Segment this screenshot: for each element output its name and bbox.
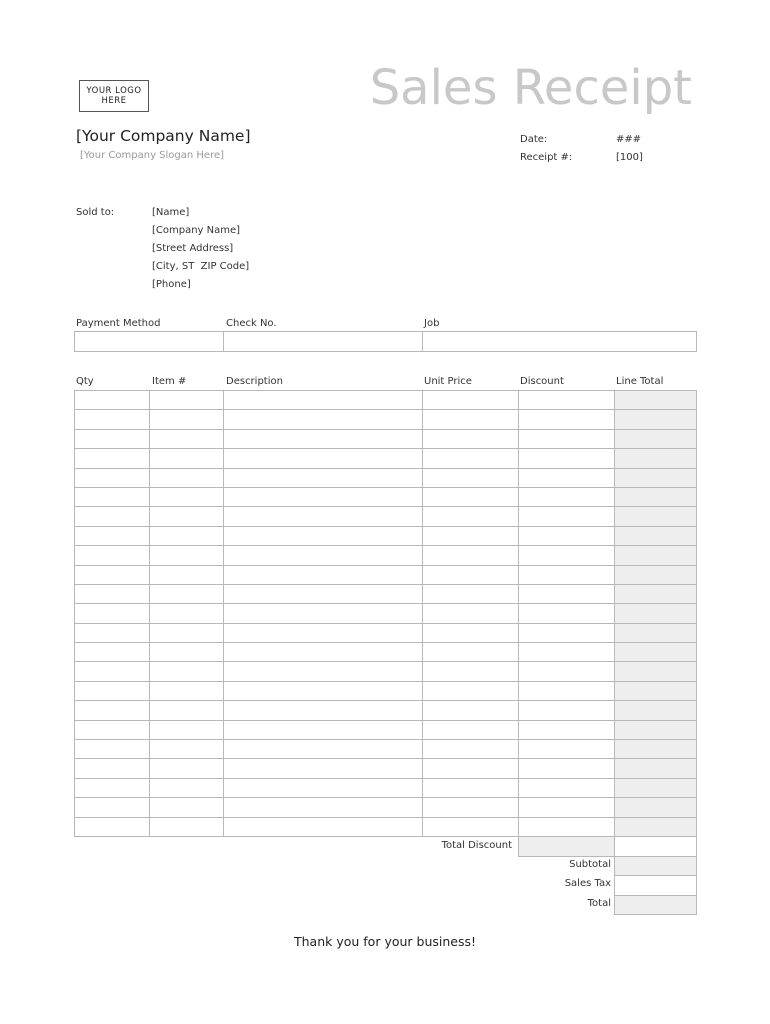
logo-text: YOUR LOGO HERE (86, 86, 142, 106)
qty-cell[interactable] (75, 546, 150, 565)
unit-price-cell[interactable] (423, 701, 519, 720)
discount-cell[interactable] (519, 720, 615, 739)
qty-cell[interactable] (75, 604, 150, 623)
item-number-cell[interactable] (150, 798, 224, 817)
sales-tax-label: Sales Tax (564, 878, 611, 889)
line-total-cell[interactable] (615, 507, 697, 526)
qty-cell[interactable] (75, 778, 150, 797)
table-row (519, 895, 697, 915)
line-total-cell[interactable] (615, 662, 697, 681)
company-name: [Your Company Name] (76, 127, 251, 145)
description-cell[interactable] (224, 410, 423, 429)
description-cell[interactable] (224, 584, 423, 603)
table-row (75, 778, 697, 797)
description-cell[interactable] (224, 429, 423, 448)
description-cell[interactable] (224, 701, 423, 720)
table-row (519, 856, 697, 876)
payment-table (74, 331, 697, 352)
discount-cell[interactable] (519, 643, 615, 662)
thank-you-message: Thank you for your business! (293, 934, 477, 949)
document-title: Sales Receipt (369, 60, 692, 116)
description-cell[interactable] (224, 740, 423, 759)
sales-tax-cell[interactable] (615, 876, 697, 896)
table-row (75, 604, 697, 623)
discount-cell[interactable] (519, 798, 615, 817)
item-number-cell[interactable] (150, 565, 224, 584)
qty-cell[interactable] (75, 429, 150, 448)
description-cell[interactable] (224, 798, 423, 817)
qty-cell[interactable] (75, 720, 150, 739)
payment-method-cell[interactable] (75, 332, 224, 352)
description-cell[interactable] (224, 449, 423, 468)
unit-price-cell[interactable] (423, 798, 519, 817)
line-total-cell[interactable] (615, 681, 697, 700)
discount-cell[interactable] (519, 604, 615, 623)
unit-price-cell[interactable] (423, 623, 519, 642)
qty-cell[interactable] (75, 759, 150, 778)
table-row (75, 429, 697, 448)
description-cell[interactable] (224, 817, 423, 836)
discount-cell[interactable] (519, 487, 615, 506)
description-cell[interactable] (224, 526, 423, 545)
total-discount-label: Total Discount (441, 840, 512, 851)
qty-cell[interactable] (75, 817, 150, 836)
qty-cell[interactable] (75, 584, 150, 603)
table-row (75, 817, 697, 836)
unit-price-cell[interactable] (423, 391, 519, 410)
line-total-cell[interactable] (615, 487, 697, 506)
discount-cell[interactable] (519, 759, 615, 778)
unit-price-cell[interactable] (423, 740, 519, 759)
table-row (75, 332, 697, 352)
unit-price-cell[interactable] (423, 720, 519, 739)
qty-cell[interactable] (75, 565, 150, 584)
sold-to-label: Sold to: (76, 207, 115, 218)
description-cell[interactable] (224, 487, 423, 506)
line-total-cell[interactable] (615, 623, 697, 642)
payment-method-header: Payment Method (76, 318, 161, 329)
table-row (519, 837, 697, 857)
item-number-cell[interactable] (150, 623, 224, 642)
qty-cell[interactable] (75, 798, 150, 817)
total-spacer (519, 895, 615, 915)
item-number-cell[interactable] (150, 507, 224, 526)
discount-cell[interactable] (519, 565, 615, 584)
subtotal-cell[interactable] (615, 856, 697, 876)
line-total-cell[interactable] (615, 759, 697, 778)
line-total-cell[interactable] (615, 604, 697, 623)
line-total-header: Line Total (616, 376, 664, 387)
item-number-cell[interactable] (150, 487, 224, 506)
item-number-cell[interactable] (150, 740, 224, 759)
job-cell[interactable] (423, 332, 697, 352)
description-cell[interactable] (224, 546, 423, 565)
sold-to-phone: [Phone] (152, 279, 191, 290)
item-number-cell[interactable] (150, 468, 224, 487)
discount-cell[interactable] (519, 526, 615, 545)
table-row (75, 759, 697, 778)
description-cell[interactable] (224, 623, 423, 642)
discount-cell[interactable] (519, 662, 615, 681)
discount-cell[interactable] (519, 817, 615, 836)
table-row (75, 468, 697, 487)
table-row (75, 798, 697, 817)
item-number-cell[interactable] (150, 584, 224, 603)
total-label: Total (587, 898, 611, 909)
line-total-cell[interactable] (615, 429, 697, 448)
job-header: Job (424, 318, 440, 329)
discount-cell[interactable] (519, 740, 615, 759)
qty-cell[interactable] (75, 468, 150, 487)
table-row (75, 449, 697, 468)
line-total-cell[interactable] (615, 468, 697, 487)
total-discount-spacer (615, 837, 697, 857)
qty-cell[interactable] (75, 643, 150, 662)
total-discount-cell[interactable] (519, 837, 615, 857)
line-total-cell[interactable] (615, 546, 697, 565)
check-no-header: Check No. (226, 318, 277, 329)
company-slogan: [Your Company Slogan Here] (80, 150, 225, 161)
qty-cell[interactable] (75, 410, 150, 429)
discount-cell[interactable] (519, 429, 615, 448)
item-number-cell[interactable] (150, 701, 224, 720)
unit-price-cell[interactable] (423, 778, 519, 797)
line-total-cell[interactable] (615, 643, 697, 662)
unit-price-cell[interactable] (423, 662, 519, 681)
unit-price-cell[interactable] (423, 546, 519, 565)
unit-price-cell[interactable] (423, 584, 519, 603)
line-total-cell[interactable] (615, 798, 697, 817)
unit-price-cell[interactable] (423, 643, 519, 662)
item-number-cell[interactable] (150, 720, 224, 739)
table-row (75, 410, 697, 429)
discount-cell[interactable] (519, 623, 615, 642)
table-row (75, 701, 697, 720)
company-logo (79, 80, 149, 112)
description-cell[interactable] (224, 662, 423, 681)
discount-cell[interactable] (519, 778, 615, 797)
item-number-cell[interactable] (150, 429, 224, 448)
unit-price-cell[interactable] (423, 759, 519, 778)
table-row (75, 584, 697, 603)
table-row (75, 487, 697, 506)
qty-cell[interactable] (75, 526, 150, 545)
description-cell[interactable] (224, 681, 423, 700)
table-row (75, 526, 697, 545)
discount-cell[interactable] (519, 391, 615, 410)
receipt-number-value: [100] (616, 152, 643, 163)
item-number-cell[interactable] (150, 526, 224, 545)
discount-cell[interactable] (519, 507, 615, 526)
discount-cell[interactable] (519, 546, 615, 565)
sold-to-company: [Company Name] (152, 225, 241, 236)
totals-table (518, 836, 697, 915)
item-number-cell[interactable] (150, 391, 224, 410)
table-row (75, 681, 697, 700)
unit-price-cell[interactable] (423, 487, 519, 506)
item-number-cell[interactable] (150, 817, 224, 836)
line-total-cell[interactable] (615, 817, 697, 836)
unit-price-header: Unit Price (424, 376, 472, 387)
discount-cell[interactable] (519, 410, 615, 429)
discount-header: Discount (520, 376, 564, 387)
line-total-cell[interactable] (615, 584, 697, 603)
table-row (75, 546, 697, 565)
qty-cell[interactable] (75, 701, 150, 720)
item-number-cell[interactable] (150, 662, 224, 681)
description-cell[interactable] (224, 778, 423, 797)
description-cell[interactable] (224, 468, 423, 487)
unit-price-cell[interactable] (423, 429, 519, 448)
table-row (75, 391, 697, 410)
description-cell[interactable] (224, 720, 423, 739)
table-row (519, 876, 697, 896)
sold-to-city: [City, ST ZIP Code] (152, 261, 250, 272)
qty-cell[interactable] (75, 507, 150, 526)
unit-price-cell[interactable] (423, 681, 519, 700)
item-number-cell[interactable] (150, 410, 224, 429)
line-total-cell[interactable] (615, 565, 697, 584)
line-total-cell[interactable] (615, 449, 697, 468)
unit-price-cell[interactable] (423, 410, 519, 429)
table-row (75, 565, 697, 584)
item-number-cell[interactable] (150, 778, 224, 797)
unit-price-cell[interactable] (423, 526, 519, 545)
description-cell[interactable] (224, 391, 423, 410)
line-total-cell[interactable] (615, 526, 697, 545)
item-number-cell[interactable] (150, 449, 224, 468)
table-row (75, 623, 697, 642)
total-cell[interactable] (615, 895, 697, 915)
description-header: Description (226, 376, 283, 387)
discount-cell[interactable] (519, 681, 615, 700)
unit-price-cell[interactable] (423, 604, 519, 623)
subtotal-spacer (519, 856, 615, 876)
item-number-header: Item # (152, 376, 187, 387)
discount-cell[interactable] (519, 468, 615, 487)
description-cell[interactable] (224, 507, 423, 526)
receipt-number-label: Receipt #: (520, 152, 573, 163)
discount-cell[interactable] (519, 701, 615, 720)
qty-cell[interactable] (75, 391, 150, 410)
unit-price-cell[interactable] (423, 817, 519, 836)
item-number-cell[interactable] (150, 546, 224, 565)
unit-price-cell[interactable] (423, 449, 519, 468)
qty-cell[interactable] (75, 662, 150, 681)
qty-cell[interactable] (75, 740, 150, 759)
description-cell[interactable] (224, 604, 423, 623)
discount-cell[interactable] (519, 449, 615, 468)
unit-price-cell[interactable] (423, 507, 519, 526)
check-no-cell[interactable] (224, 332, 423, 352)
sold-to-name: [Name] (152, 207, 190, 218)
qty-cell[interactable] (75, 681, 150, 700)
table-row (75, 720, 697, 739)
subtotal-label: Subtotal (569, 859, 611, 870)
table-row (75, 643, 697, 662)
line-total-cell[interactable] (615, 740, 697, 759)
table-row (75, 662, 697, 681)
table-row (75, 507, 697, 526)
discount-cell[interactable] (519, 584, 615, 603)
line-total-cell[interactable] (615, 778, 697, 797)
items-table (74, 390, 697, 837)
qty-cell[interactable] (75, 449, 150, 468)
unit-price-cell[interactable] (423, 565, 519, 584)
item-number-cell[interactable] (150, 681, 224, 700)
item-number-cell[interactable] (150, 643, 224, 662)
item-number-cell[interactable] (150, 759, 224, 778)
sales-tax-spacer (519, 876, 615, 896)
qty-cell[interactable] (75, 487, 150, 506)
qty-cell[interactable] (75, 623, 150, 642)
line-total-cell[interactable] (615, 720, 697, 739)
description-cell[interactable] (224, 643, 423, 662)
item-number-cell[interactable] (150, 604, 224, 623)
table-row (75, 740, 697, 759)
unit-price-cell[interactable] (423, 468, 519, 487)
line-total-cell[interactable] (615, 391, 697, 410)
line-total-cell[interactable] (615, 701, 697, 720)
date-value: ### (616, 134, 642, 145)
qty-header: Qty (76, 376, 94, 387)
date-label: Date: (520, 134, 548, 145)
line-total-cell[interactable] (615, 410, 697, 429)
description-cell[interactable] (224, 565, 423, 584)
description-cell[interactable] (224, 759, 423, 778)
sold-to-street: [Street Address] (152, 243, 234, 254)
